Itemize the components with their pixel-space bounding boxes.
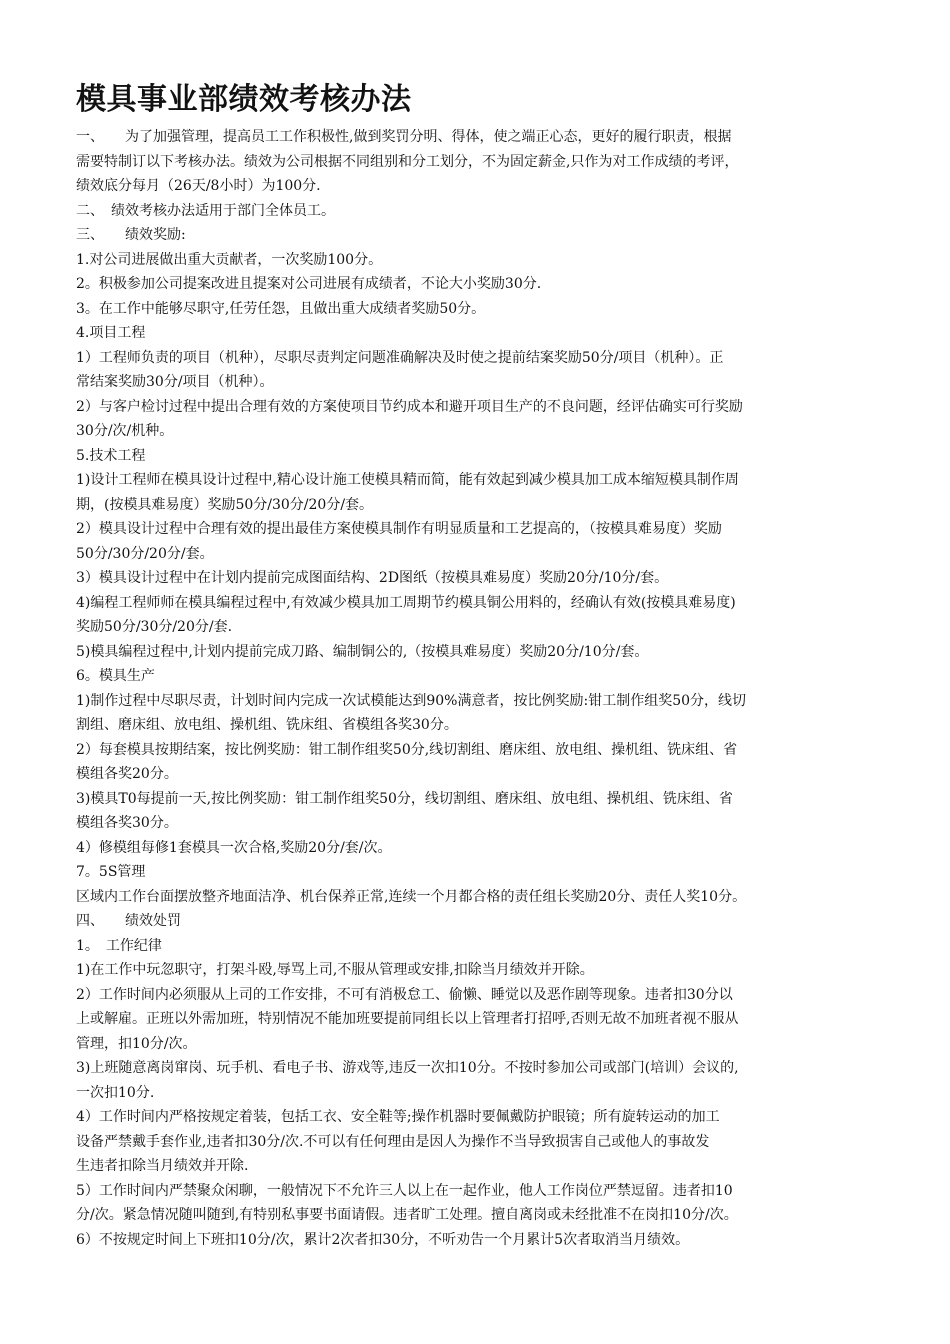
text-line: 二、 绩效考核办法适用于部门全体员工。 [76, 202, 335, 219]
text-line: 4.项目工程 [76, 325, 146, 341]
text-line: 1)在工作中玩忽职守，打架斗殴,辱骂上司,不服从管理或安排,扣除当月绩效并开除。 [76, 962, 594, 978]
text-line: 需要特制订以下考核办法。绩效为公司根据不同组别和分工划分，不为固定薪金,只作为对工作成绩的考评， [76, 153, 739, 170]
text-line: 模组各奖20分。 [76, 766, 178, 782]
text-line: 3)模具T0每提前一天,按比例奖励：钳工制作组奖50分，线切割组、磨床组、放电组、操机组、铣床组、省 [76, 790, 733, 807]
text-line: 分/次。紧急情况随叫随到,有特别私事要书面请假。违者旷工处理。擅自离岗或未经批准不在岗扣10分/次。 [76, 1207, 738, 1223]
text-line: 4)编程工程师师在模具编程过程中,有效减少模具加工周期节约模具铜公用料的，经确认有效(按模具难易度) [76, 594, 736, 611]
text-line: 30分/次/机种。 [76, 423, 174, 439]
document-body [76, 125, 888, 1252]
text-line: 上或解雇。正班以外需加班，特别情况不能加班要提前同组长以上管理者打招呼,否则无故不加班者视不服从 [76, 1011, 739, 1027]
text-line: 4）修模组每修1套模具一次合格,奖励20分/套/次。 [76, 839, 392, 856]
text-line: 绩效底分每月（26天/8小时）为100分. [76, 178, 321, 194]
text-line: 50分/30分/20分/套。 [76, 545, 214, 562]
text-line: 1)设计工程师在模具设计过程中,精心设计施工使模具精而简，能有效起到减少模具加工成本缩短模具制作周 [76, 472, 739, 488]
text-line: 3。在工作中能够尽职守,任劳任怨，且做出重大成绩者奖励50分。 [76, 300, 486, 317]
text-line: 模组各奖30分。 [76, 815, 178, 831]
text-line: 3)上班随意离岗窜岗、玩手机、看电子书、游戏等,违反一次扣10分。不按时参加公司或部门(培训）会议的, [76, 1060, 739, 1076]
text-line: 5)模具编程过程中,计划内提前完成刀路、编制铜公的,（按模具难易度）奖励20分/10分/套。 [76, 643, 649, 660]
text-line: 1）工程师负责的项目（机种），尽职尽责判定问题准确解决及时使之提前结案奖励50分/项目（机种）。正 [76, 349, 724, 366]
text-line: 2。积极参加公司提案改进且提案对公司进展有成绩者，不论大小奖励30分. [76, 276, 542, 292]
text-line: 2）工作时间内必须服从上司的工作安排，不可有消极怠工、偷懒、睡觉以及恶作剧等现象。违者扣30分以 [76, 986, 733, 1003]
text-line: 6。模具生产 [76, 668, 155, 684]
document-title: 模具事业部绩效考核办法 [76, 82, 412, 117]
text-line: 区域内工作台面摆放整齐地面洁净、机台保养正常,连续一个月都合格的责任组长奖励20分、责任人奖10分。 [76, 888, 747, 905]
text-line: 1.对公司进展做出重大贡献者，一次奖励100分。 [76, 251, 383, 268]
text-line: 2）与客户检讨过程中提出合理有效的方案使项目节约成本和避开项目生产的不良问题，经评估确实可行奖励 [76, 398, 743, 415]
text-line: 5）工作时间内严禁聚众闲聊，一般情况下不允许三人以上在一起作业，他人工作岗位严禁逗留。违者扣10 [76, 1182, 733, 1199]
text-line: 四、 绩效处罚 [76, 913, 181, 929]
text-line: 一、 为了加强管理，提高员工工作积极性,做到奖罚分明、得体，使之端正心态，更好的履行职责，根据 [76, 129, 732, 145]
text-line: 1。 工作纪律 [76, 937, 162, 954]
text-line: 三、 绩效奖励: [76, 227, 186, 243]
text-line: 2）每套模具按期结案，按比例奖励：钳工制作组奖50分,线切割组、磨床组、放电组、操机组、铣床组、省 [76, 741, 738, 758]
text-line: 生违者扣除当月绩效并开除. [76, 1158, 249, 1174]
text-line: 2）模具设计过程中合理有效的提出最佳方案使模具制作有明显质量和工艺提高的，（按模具难易度）奖励 [76, 521, 722, 537]
text-line: 割组、磨床组、放电组、操机组、铣床组、省模组各奖30分。 [76, 717, 458, 733]
text-line: 管理，扣10分/次。 [76, 1035, 197, 1052]
text-line: 4）工作时间内严格按规定着装，包括工衣、安全鞋等;操作机器时要佩戴防护眼镜；所有旋转运动的加工 [76, 1109, 720, 1125]
text-line: 奖励50分/30分/20分/套. [76, 619, 233, 635]
text-line: 1)制作过程中尽职尽责，计划时间内完成一次试模能达到90%满意者，按比例奖励:钳工制作组奖50分，线切 [76, 692, 747, 709]
text-line: 一次扣10分. [76, 1084, 155, 1101]
text-line: 5.技术工程 [76, 447, 146, 464]
text-line: 设备严禁戴手套作业,违者扣30分/次.不可以有任何理由是因人为操作不当导致损害自己或他人的事故发 [76, 1133, 710, 1150]
text-line: 3）模具设计过程中在计划内提前完成图面结构、2D图纸（按模具难易度）奖励20分/10分/套。 [76, 570, 669, 586]
text-line: 6）不按规定时间上下班扣10分/次，累计2次者扣30分，不听劝告一个月累计5次者取消当月绩效。 [76, 1231, 690, 1248]
text-line: 常结案奖励30分/项目（机种）。 [76, 374, 274, 390]
text-line: 期，(按模具难易度）奖励50分/30分/20分/套。 [76, 496, 374, 513]
text-line: 7。5S管理 [76, 864, 146, 880]
